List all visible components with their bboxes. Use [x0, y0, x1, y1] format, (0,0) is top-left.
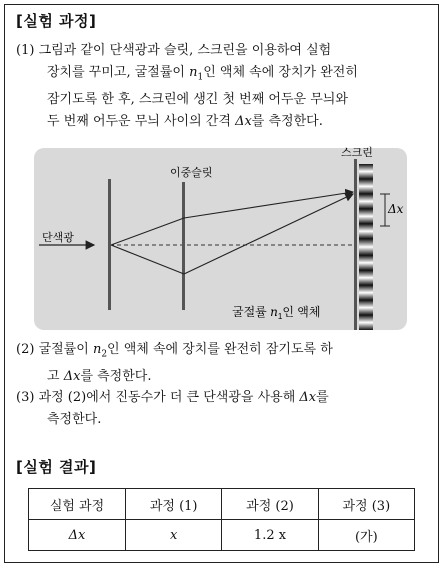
single-slit-barrier: [108, 179, 111, 310]
step-2-line-2a: 고: [47, 368, 64, 384]
step-1-line-2a: 장치를 꾸미고, 굴절률이: [47, 65, 190, 80]
label-monochromatic-light: 단색광: [42, 232, 74, 244]
table-row: [29, 520, 415, 551]
step-3-text: [16, 387, 434, 431]
screen-plate: [354, 159, 357, 330]
step-2-line-1a: 굴절률이: [38, 342, 93, 357]
procedure-heading: [실험 과정]: [16, 12, 97, 30]
n1-symbol: n: [189, 65, 198, 80]
step-2-line-1b: 인 액체 속에 장치를 완전히 잠기도록 하: [107, 342, 333, 357]
double-slit-barrier: [182, 182, 185, 310]
label-double-slit: 이중슬릿: [170, 167, 213, 179]
step-3-number: (3): [16, 390, 35, 405]
results-heading: [실험 결과]: [16, 458, 97, 476]
table-header-row: [29, 489, 415, 520]
step-2-text: [16, 339, 434, 388]
double-slit-diagram: [34, 146, 407, 332]
step-1-line-3: 잠기도록 한 후, 스크린에 생긴 첫 번째 어두운 무늬와: [47, 91, 348, 107]
liquid-region: [34, 148, 407, 330]
step-1-number: (1): [16, 43, 35, 58]
table-header-cell: 실험 과정: [29, 489, 126, 520]
step-2-line-2b: 를 측정한다.: [80, 368, 152, 384]
table-cell-step-3: (가): [318, 520, 414, 551]
delta-x-symbol: Δx: [299, 390, 317, 405]
label-screen: 스크린: [341, 147, 373, 159]
label-liquid: 굴절률 $n_1$인 액체: [232, 305, 321, 321]
label-dx: Δx: [388, 202, 404, 216]
step-3-line-2: 측정한다.: [47, 412, 102, 427]
step-1-line-4a: 두 번째 어두운 무늬 사이의 간격: [47, 113, 236, 129]
table-header-cell: 과정 (1): [126, 489, 222, 520]
step-3-line-1a: 과정 (2)에서 진동수가 더 큰 단색광을 사용해: [38, 390, 300, 405]
table-cell-step-2: 1.2 x: [222, 520, 318, 551]
step-3-line-1b: 를: [316, 390, 329, 405]
results-table: [28, 488, 415, 551]
step-1-line-2b: 인 액체 속에 장치가 완전히: [203, 65, 358, 80]
step-1-text: [16, 40, 434, 133]
step-1-line-4b: 를 측정한다.: [251, 113, 323, 129]
interference-fringes: [359, 164, 373, 330]
step-2-number: (2): [16, 342, 35, 357]
n2-subscript: 2: [101, 349, 108, 360]
table-header-cell: 과정 (2): [222, 489, 318, 520]
table-header-cell: 과정 (3): [318, 489, 414, 520]
delta-x-symbol: Δx: [63, 368, 81, 384]
table-cell-step-1: x: [126, 520, 222, 551]
n1-subscript: 1: [197, 72, 204, 83]
n2-symbol: n: [92, 342, 102, 357]
delta-x-symbol: Δx: [235, 113, 252, 129]
step-1-line-1: 그림과 같이 단색광과 슬릿, 스크린을 이용하여 실험: [38, 43, 332, 58]
table-cell-delta-x: Δx: [29, 520, 126, 551]
